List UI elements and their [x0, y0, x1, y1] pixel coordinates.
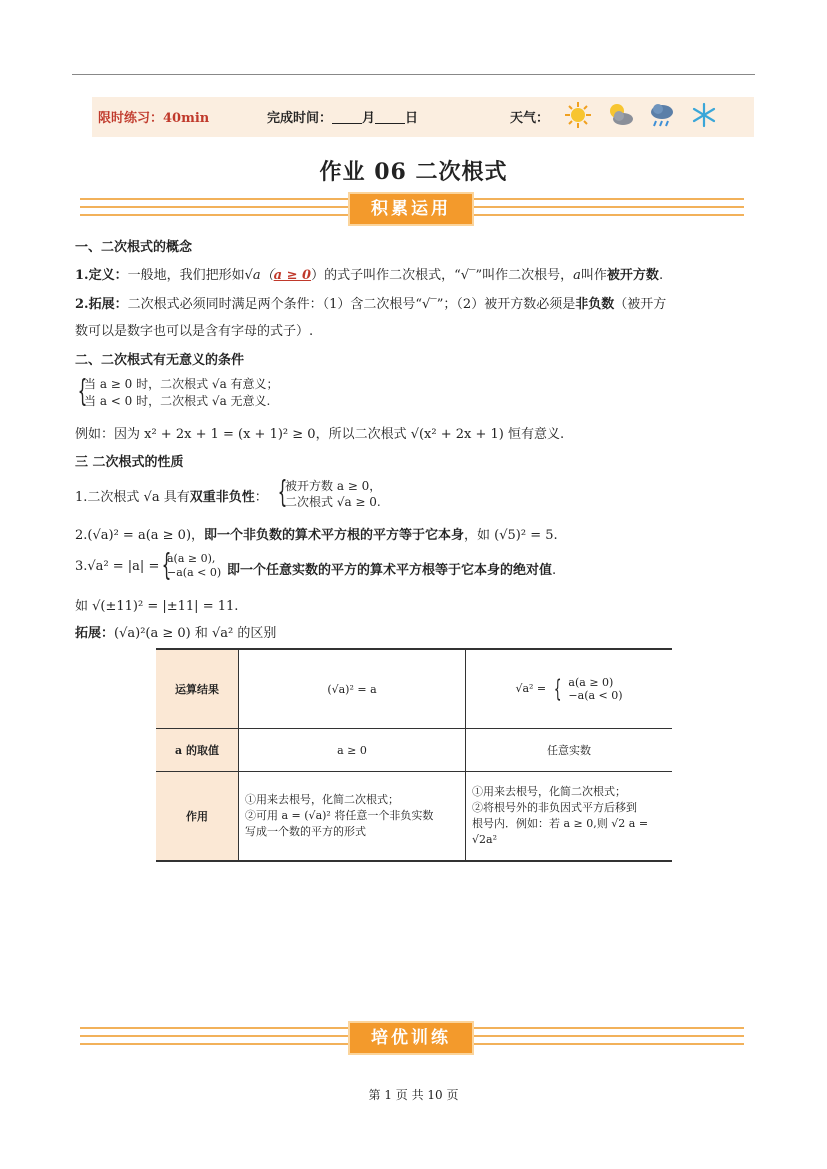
extension-line: 2.拓展：二次根式必须同时满足两个条件：（1）含二次根号“√‾”；（2）被开方数必须是非负数（被开方: [75, 297, 667, 312]
extension-line-2: 数可以是数字也可以是含有字母的式子）.: [75, 324, 314, 339]
table-row: [156, 772, 672, 862]
row-label: 运算结果: [156, 649, 239, 729]
table-row: [156, 729, 672, 772]
property-1: 1.二次根式 √a 具有双重非负性： { 被开方数 a ≥ 0， 二次根式 √a ≥ 0.: [75, 475, 382, 510]
property-2: 2.(√a)² = a(a ≥ 0)，即一个非负数的算术平方根的平方等于它本身，如 (√5)² = 5.: [75, 528, 558, 543]
table-cell: ①用来去根号，化简二次根式； ②可用 a = (√a)² 将任意一个非负实数 写成一个数的平方的形式: [239, 772, 466, 862]
page-footer: 第 1 页 共 10 页: [368, 1088, 459, 1102]
rain-icon[interactable]: [648, 101, 676, 129]
time-limit: 限时练习：40min: [98, 111, 210, 126]
table-cell: ①用来去根号，化简二次根式； ②将根号外的非负因式平方后移到 根号内．例如：若 a ≥ 0,则 √2 a = √2a²: [466, 772, 673, 862]
table-cell: 任意实数: [466, 729, 673, 772]
comparison-table: [156, 648, 672, 862]
definition-line: 1.定义：一般地，我们把形如√a（a ≥ 0）的式子叫作二次根式，“√‾”叫作二次根号，a叫作被开方数.: [75, 268, 664, 283]
row-label: 作用: [156, 772, 239, 862]
partly-cloudy-icon[interactable]: [606, 101, 634, 129]
table-cell: (√a)² = a: [239, 649, 466, 729]
heading-conditions: 二、二次根式有无意义的条件: [75, 353, 245, 368]
page-title: 作业 06 二次根式: [319, 159, 508, 185]
completion-time: 完成时间： 月 日: [267, 111, 419, 126]
section-badge: 积累运用: [348, 192, 474, 226]
weather-label: 天气：: [510, 111, 550, 126]
table-cell: √a² = { a(a ≥ 0) −a(a < 0): [466, 649, 673, 729]
top-rule: [72, 74, 755, 75]
table-cell: a ≥ 0: [239, 729, 466, 772]
practice-banner: [92, 97, 754, 137]
snow-icon[interactable]: [690, 101, 718, 129]
section-header-accumulate: [80, 194, 744, 224]
heading-properties: 三 二次根式的性质: [75, 455, 184, 470]
property-3: 3.√a² = |a| = { a(a ≥ 0), −a(a < 0) 即一个任意实数的平方的算术平方根等于它本身的绝对值.: [75, 548, 557, 583]
section-header-advanced: [80, 1023, 744, 1053]
sun-icon[interactable]: [564, 101, 592, 129]
property-3-example: 如 √(±11)² = |±11| = 11.: [75, 599, 239, 614]
example-line: 例如：因为 x² + 2x + 1 = (x + 1)² ≥ 0，所以二次根式 √(x² + 2x + 1) 恒有意义.: [75, 427, 565, 442]
conditions-brace: { 当 a ≥ 0 时，二次根式 √a 有意义； 当 a < 0 时，二次根式 √a 无意义.: [77, 374, 279, 409]
extension-2: 拓展：(√a)²(a ≥ 0) 和 √a² 的区别: [75, 626, 277, 641]
table-row: [156, 649, 672, 729]
section-badge: 培优训练: [348, 1021, 474, 1055]
row-label: a 的取值: [156, 729, 239, 772]
heading-concept: 一、二次根式的概念: [75, 240, 193, 255]
